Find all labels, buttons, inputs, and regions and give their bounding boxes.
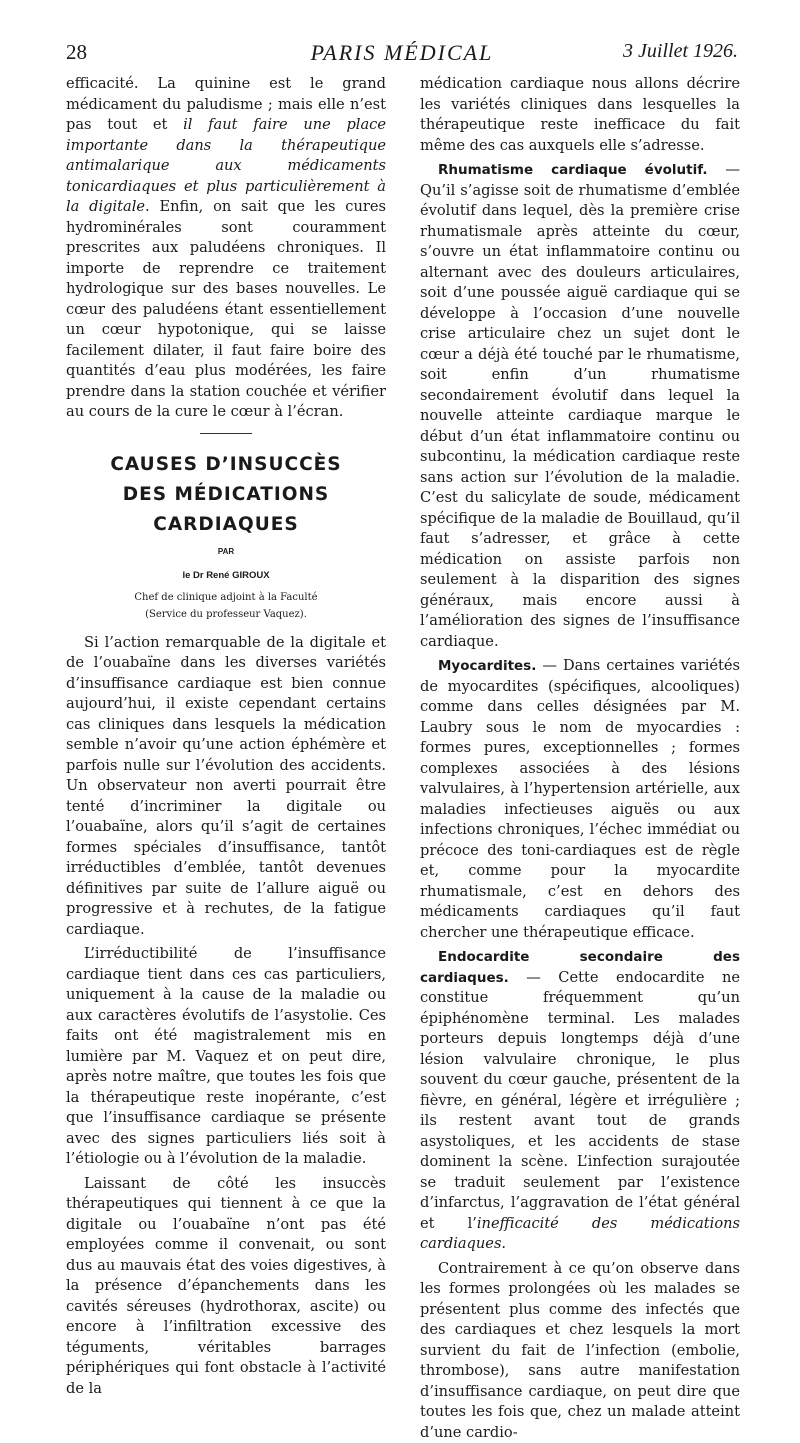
paragraph-continued: efficacité. La quinine est le grand médicament du paludisme ; mais elle n’est pas tout et il faut faire une place importante dans la thérapeutique antimalarique aux médicaments tonicardiaques et plus particulièrement à la digitale. Enfin, on sait que les cures hydrominérales sont couramment prescrites aux paludéens chroniques. Il importe de reprendre ce traitement hydrologique sur des bases nouvelles. Le cœur des paludéens étant essentiellement un cœur hypotonique, qui se laisse facilement dilater, il faut faire boire des quantités d’eau plus modérées, les faire prendre dans la station couchée et vérifier au cours de la cure le cœur à l’écran. — [66, 74, 386, 423]
section-rhumatisme: Rhumatisme cardiaque évolutif. — Qu’il s’agisse soit de rhumatisme d’emblée évolutif dans lequel, dès la première crise rhumatismale après atteinte du cœur, s’ouvre un état inflammatoire continu ou alternant avec des douleurs articulaires, soit d’une poussée aiguë cardiaque qui se développe à l’occasion d’une nouvelle crise articulaire chez un sujet dont le cœur a déjà été touché par le rhumatisme, soit enfin d’un rhumatisme secondairement évolutif dans lequel la nouvelle atteinte cardiaque marque le début d’un état inflammatoire continu ou subcontinu, la médication cardiaque reste sans action sur l’évolution de la maladie. C’est du salicylate de soude, médicament spécifique de la maladie de Bouillaud, qu’il faut s’adresser, et grâce à cette médication on assiste parfois non seulement à la disparition des signes généraux, mais encore aussi à l’amélioration des signes de l’insuffisance cardiaque. — [420, 160, 740, 652]
paragraph-1: Si l’action remarquable de la digitale et de l’ouabaïne dans les diverses variétés d’insuffisance cardiaque est bien connue aujourd’hui, il existe cependant certains cas cliniques dans lesquels la médication semble n’avoir qu’une action éphémère et parfois nulle sur l’évolution des accidents. Un observateur non averti pourrait être tenté d’incriminer la digitale ou l’ouabaïne, alors qu’il s’agit de certaines formes spéciales d’insuffisance, tantôt irréductibles d’emblée, tantôt devenues définitives par suite de l’allure aiguë ou progressive et à rechutes, de la fatigue cardiaque. — [66, 633, 386, 941]
issue-date: 3 Juillet 1926. — [623, 40, 738, 63]
left-column — [66, 74, 386, 1116]
section-heading: Myocardites. — [438, 658, 536, 674]
author-affiliation-2: (Service du professeur Vaquez). — [66, 608, 386, 621]
paragraph-continued-right: médication cardiaque nous allons décrire les variétés cliniques dans lesquelles la thérapeutique reste inefficace du fait même des cas auxquels elle s’adresse. — [420, 74, 740, 156]
emphasis: il faut faire une place importante dans la thérapeutique antimalarique aux médicaments tonicardiaques et plus particulièrement à la digitale. — [66, 116, 386, 215]
paragraph-contrairement: Contrairement à ce qu’on observe dans les formes prolongées où les malades se présentent plus comme des infectés que des cardiaques et chez lesquels la mort survient du fait de l’infection (embolie, thrombose), sans autre manifestation d’insuffisance cardiaque, on peut dire que toutes les fois que, chez un malade atteint d’une cardio- — [420, 1259, 740, 1443]
section-myocardites: Myocardites. — Dans certaines variétés de myocardites (spécifiques, alcooliques) comme dans celles désignées par M. Laubry sous le nom de myocardies : formes pures, exceptionnelles ; formes complexes associées à des lésions valvulaires, à l’hypertension artérielle, aux maladies infectieuses aiguës ou aux infections chroniques, l’échec immédiat ou précoce des toni-cardiaques est de règle et, comme pour la myocardite rhumatismale, c’est en dehors des médicaments cardiaques qu’il faut chercher une thérapeutique efficace. — [420, 656, 740, 943]
article-title-line-2: DES MÉDICATIONS — [66, 482, 386, 508]
section-heading: Endocardite secondaire des cardiaques. — [420, 949, 740, 986]
author-affiliation-1: Chef de clinique adjoint à la Faculté — [66, 591, 386, 604]
author-name: le Dr René GIROUX — [66, 566, 386, 587]
journal-title: PARIS MÉDICAL — [66, 40, 738, 66]
paragraph-2: L’irréductibilité de l’insuffisance cardiaque tient dans ces cas particuliers, uniquement à la cause de la maladie ou aux caractères évolutifs de l’asystolie. Ces faits ont été magistralement mis en lumière par M. Vaquez et on peut dire, après notre maître, que toutes les fois que la thérapeutique reste inopérante, c’est que l’insuffisance cardiaque se présente avec des signes particuliers liés soit à l’étiologie ou à l’évolution de la maladie. — [66, 944, 386, 1170]
paragraph-3: Laissant de côté les insuccès thérapeutiques qui tiennent à ce que la digitale ou l’ouabaïne n’ont pas été employées comme il convenait, ou sont dus au mauvais état des voies digestives, à la présence d’épanchements dans les cavités séreuses (hydrothorax, ascite) ou encore à l’infiltration excessive des téguments, véritables barrages périphériques qui font obstacle à l’activité de la — [66, 1174, 386, 1400]
article-title-line-1: CAUSES D’INSUCCÈS — [66, 452, 386, 478]
section-endocardite: Endocardite secondaire des cardiaques. — Cette endocardite ne constitue fréquemment qu’un épiphénomène terminal. Les malades porteurs depuis longtemps déjà d’une lésion valvulaire chronique, le plus souvent du cœur gauche, présentent de la fièvre, en général, légère et irrégulière ; ils restent avant tout de grands asystoliques, et les accidents de stase dominent la scène. L’infection surajoutée se traduit seulement par l’existence d’infarctus, l’aggravation de l’état général et l’inefficacité des médications cardiaques. — [420, 947, 740, 1255]
byline-block — [66, 542, 386, 621]
section-heading: Rhumatisme cardiaque évolutif. — [438, 162, 708, 178]
article-title-line-3: CARDIAQUES — [66, 512, 386, 538]
emphasis: inefficacité des médications cardiaques. — [420, 1215, 740, 1253]
right-column — [420, 74, 740, 1116]
running-header — [66, 40, 738, 70]
page-number: 28 — [66, 40, 87, 65]
byline-par: PAR — [66, 542, 386, 563]
section-divider — [200, 433, 252, 434]
